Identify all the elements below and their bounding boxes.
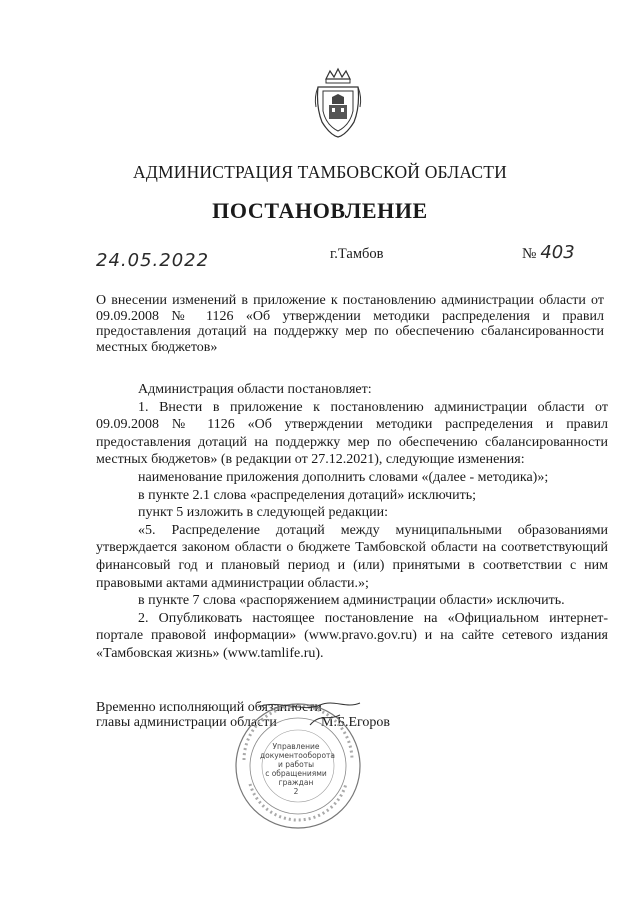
body-item-1: 1. Внести в приложение к постановлению администрации области от 09.09.2008 № 1126 «Об утверждении методики распределения и правил предоставления дотаций на поддержку мер по обеспечению сбалансированности местных бюджетов» (в редакции от 27.12.2021), следующие изменения: (96, 399, 608, 468)
body-change-3-text: «5. Распределение дотаций между муниципальными образованиями утверждается законом области о бюджете Тамбовской области на соответствующий финансовый год и плановый период и (или) принятыми в соответствии с ним правовыми актами администрации области.»; (96, 522, 608, 591)
stamp-inner-text (260, 742, 335, 796)
body-change-2: в пункте 2.1 слова «распределения дотаций» исключить; (138, 487, 477, 503)
stamp-line: документооборота (260, 751, 335, 760)
stamp-line: и работы (277, 760, 315, 769)
stamp-line: граждан (278, 778, 314, 787)
signatory-name: М.Б.Егоров (321, 715, 391, 730)
document-body (96, 381, 608, 663)
stamp-line: Управление (272, 742, 320, 751)
stamp-line: 2 (293, 787, 299, 796)
stamp-line: с обращениями (265, 769, 327, 778)
signatory-position-line2: главы администрации области (96, 715, 277, 730)
body-change-3: пункт 5 изложить в следующей редакции: (138, 505, 388, 521)
document-number: 403 (540, 242, 575, 263)
organization-name: АДМИНИСТРАЦИЯ ТАМБОВСКОЙ ОБЛАСТИ (133, 162, 507, 182)
document-number-block (522, 242, 575, 263)
body-intro: Администрация области постановляет: (138, 382, 372, 397)
handwritten-signature (250, 695, 380, 735)
document-date: 24.05.2022 (96, 250, 210, 271)
document-city: г.Тамбов (330, 246, 384, 262)
coat-of-arms-emblem (312, 67, 364, 139)
document-type-title: ПОСТАНОВЛЕНИЕ (212, 198, 428, 223)
body-change-1: наименование приложения дополнить словами «(далее - методика)»; (138, 469, 549, 485)
number-sign: № (522, 246, 537, 262)
document-subject: О внесении изменений в приложение к постановлению администрации области от 09.09.2008 № 1126 «Об утверждении методики распределения и правил предоставления дотаций на поддержку мер по обеспечению сбалансированности местных бюджетов» (96, 293, 604, 355)
signatory-position-line1: Временно исполняющий обязанности (96, 700, 322, 715)
body-change-4: в пункте 7 слова «распоряжением администрации области» исключить. (138, 593, 565, 609)
body-item-2: 2. Опубликовать настоящее постановление на «Официальном интернет-портале правовой информации» (www.pravo.gov.ru) и на сайте сетевого издания «Тамбовская жизнь» (www.tamlife.ru). (96, 610, 608, 661)
